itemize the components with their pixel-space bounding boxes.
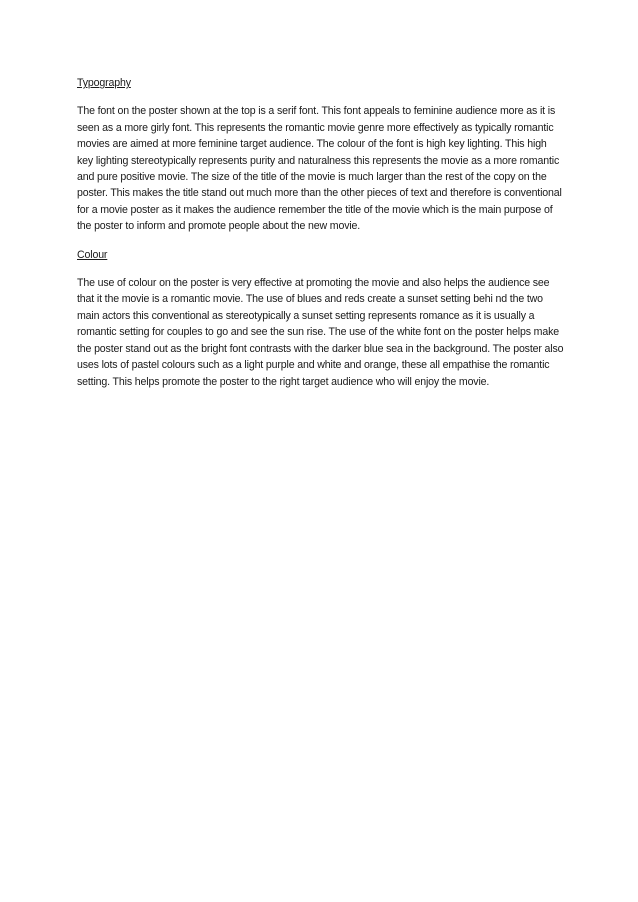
section-paragraph-typography: The font on the poster shown at the top is a serif font. This font appeals to feminine audience more as it is seen as a more girly font. This represents the romantic movie genre more effectively as typically romantic movies are aimed at more feminine target audience. The colour of the font is high key lighting. This high key lighting stereotypically represents purity and naturalness this represents the movie as a more romantic and pure positive movie. The size of the title of the movie is much larger than the rest of the copy on the poster. This makes the title stand out much more than the other pieces of text and therefore is conventional for a movie poster as it makes the audience remember the title of the movie which is the main purpose of the poster to inform and promote people about the new movie. (77, 105, 562, 233)
section-heading-colour: Colour (77, 248, 108, 261)
document-body (77, 75, 565, 402)
section-paragraph-colour: The use of colour on the poster is very effective at promoting the movie and also helps the audience see that it the movie is a romantic movie. The use of blues and reds create a sunset setting behi nd the two main actors this conventional as stereotypically a sunset setting represents romance as it is usually a romantic setting for couples to go and see the sun rise. The use of the white font on the poster helps make the poster stand out as the bright font contrasts with the darker blue sea in the background. The poster also uses lots of pastel colours such as a light purple and white and orange, these all empathise the romantic setting. This helps promote the poster to the right target audience who will enjoy the movie. (77, 277, 564, 388)
section-heading-typography: Typography (77, 77, 131, 89)
section-typography (77, 75, 565, 235)
section-colour (77, 247, 565, 390)
